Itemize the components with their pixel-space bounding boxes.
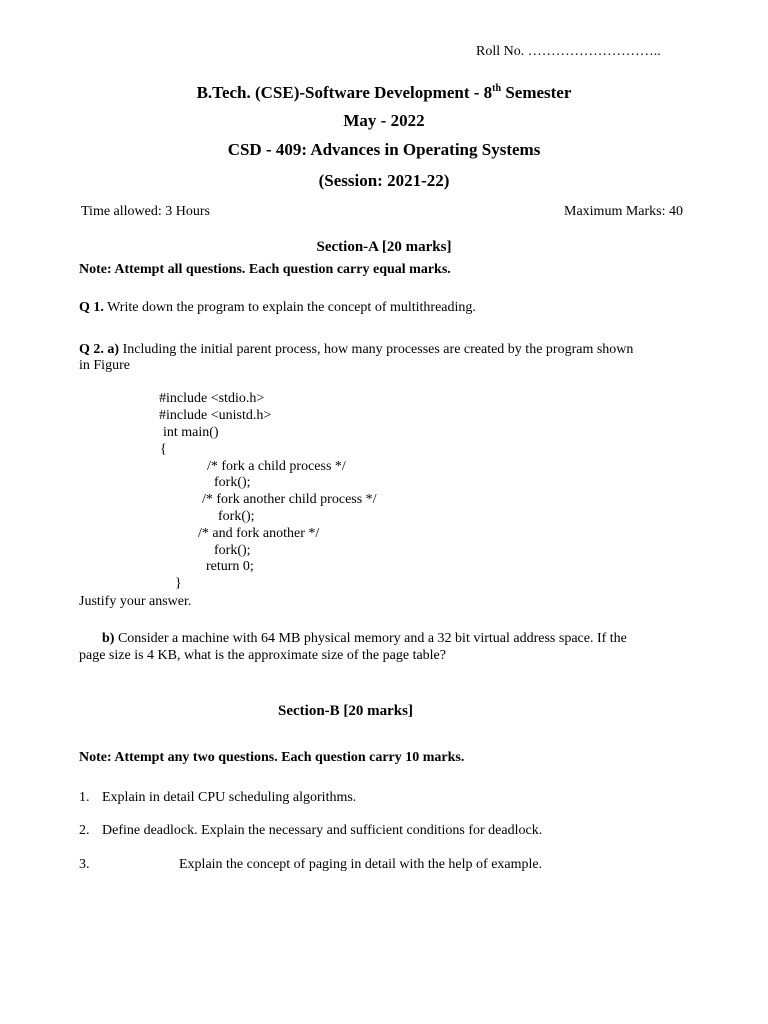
code-line: }	[175, 576, 182, 591]
code-line: #include <stdio.h>	[159, 391, 265, 406]
section-b-item-number: 1.	[79, 790, 90, 805]
session: (Session: 2021-22)	[318, 171, 450, 190]
question-1	[79, 300, 476, 316]
section-b-item-number: 2.	[79, 823, 90, 838]
section-b-item-number: 3.	[79, 857, 90, 872]
question-2a-text-cont: in Figure	[79, 358, 130, 373]
code-line: fork();	[214, 543, 251, 558]
section-a-heading: Section-A [20 marks]	[316, 239, 452, 255]
section-b-heading: Section-B [20 marks]	[278, 703, 413, 719]
code-line: /* fork a child process */	[207, 459, 346, 474]
code-line: int main()	[163, 425, 219, 440]
code-line: /* fork another child process */	[202, 492, 377, 507]
question-2a-text: Including the initial parent process, how many processes are created by the program shown	[119, 342, 634, 357]
question-2a	[79, 342, 633, 358]
question-1-text: Write down the program to explain the concept of multithreading.	[103, 300, 476, 315]
section-a-note: Note: Attempt all questions. Each question carry equal marks.	[79, 262, 451, 277]
course-title	[0, 83, 768, 103]
code-line: {	[160, 442, 167, 457]
justify-instruction: Justify your answer.	[79, 594, 192, 609]
question-2b-label: b)	[102, 631, 115, 646]
section-b-note: Note: Attempt any two questions. Each question carry 10 marks.	[79, 750, 465, 765]
question-2b-text-cont: page size is 4 KB, what is the approximate size of the page table?	[79, 648, 446, 663]
code-line: #include <unistd.h>	[159, 408, 272, 423]
course-title-semester: Semester	[501, 83, 572, 102]
code-line: /* and fork another */	[198, 526, 320, 541]
maximum-marks: Maximum Marks: 40	[564, 204, 683, 219]
time-allowed: Time allowed: 3 Hours	[81, 204, 210, 219]
roll-number-field: Roll No. ………………………..	[476, 44, 661, 59]
code-line: fork();	[218, 509, 255, 524]
paper-title: CSD - 409: Advances in Operating Systems	[227, 140, 541, 159]
question-2b-text: Consider a machine with 64 MB physical memory and a 32 bit virtual address space. If the	[114, 631, 627, 646]
section-b-item-text: Define deadlock. Explain the necessary and sufficient conditions for deadlock.	[102, 823, 543, 838]
question-2a-number: Q 2. a)	[79, 342, 120, 357]
section-b-item-text: Explain in detail CPU scheduling algorithms.	[102, 790, 357, 805]
question-1-number: Q 1.	[79, 300, 104, 315]
section-b-item-text: Explain the concept of paging in detail with the help of example.	[179, 857, 543, 872]
code-line: return 0;	[206, 559, 254, 574]
question-2b	[102, 631, 627, 647]
course-title-text: B.Tech. (CSE)-Software Development - 8	[196, 83, 493, 102]
ordinal-suffix: th	[492, 83, 502, 94]
exam-date: May - 2022	[343, 111, 425, 130]
code-line: fork();	[214, 475, 251, 490]
